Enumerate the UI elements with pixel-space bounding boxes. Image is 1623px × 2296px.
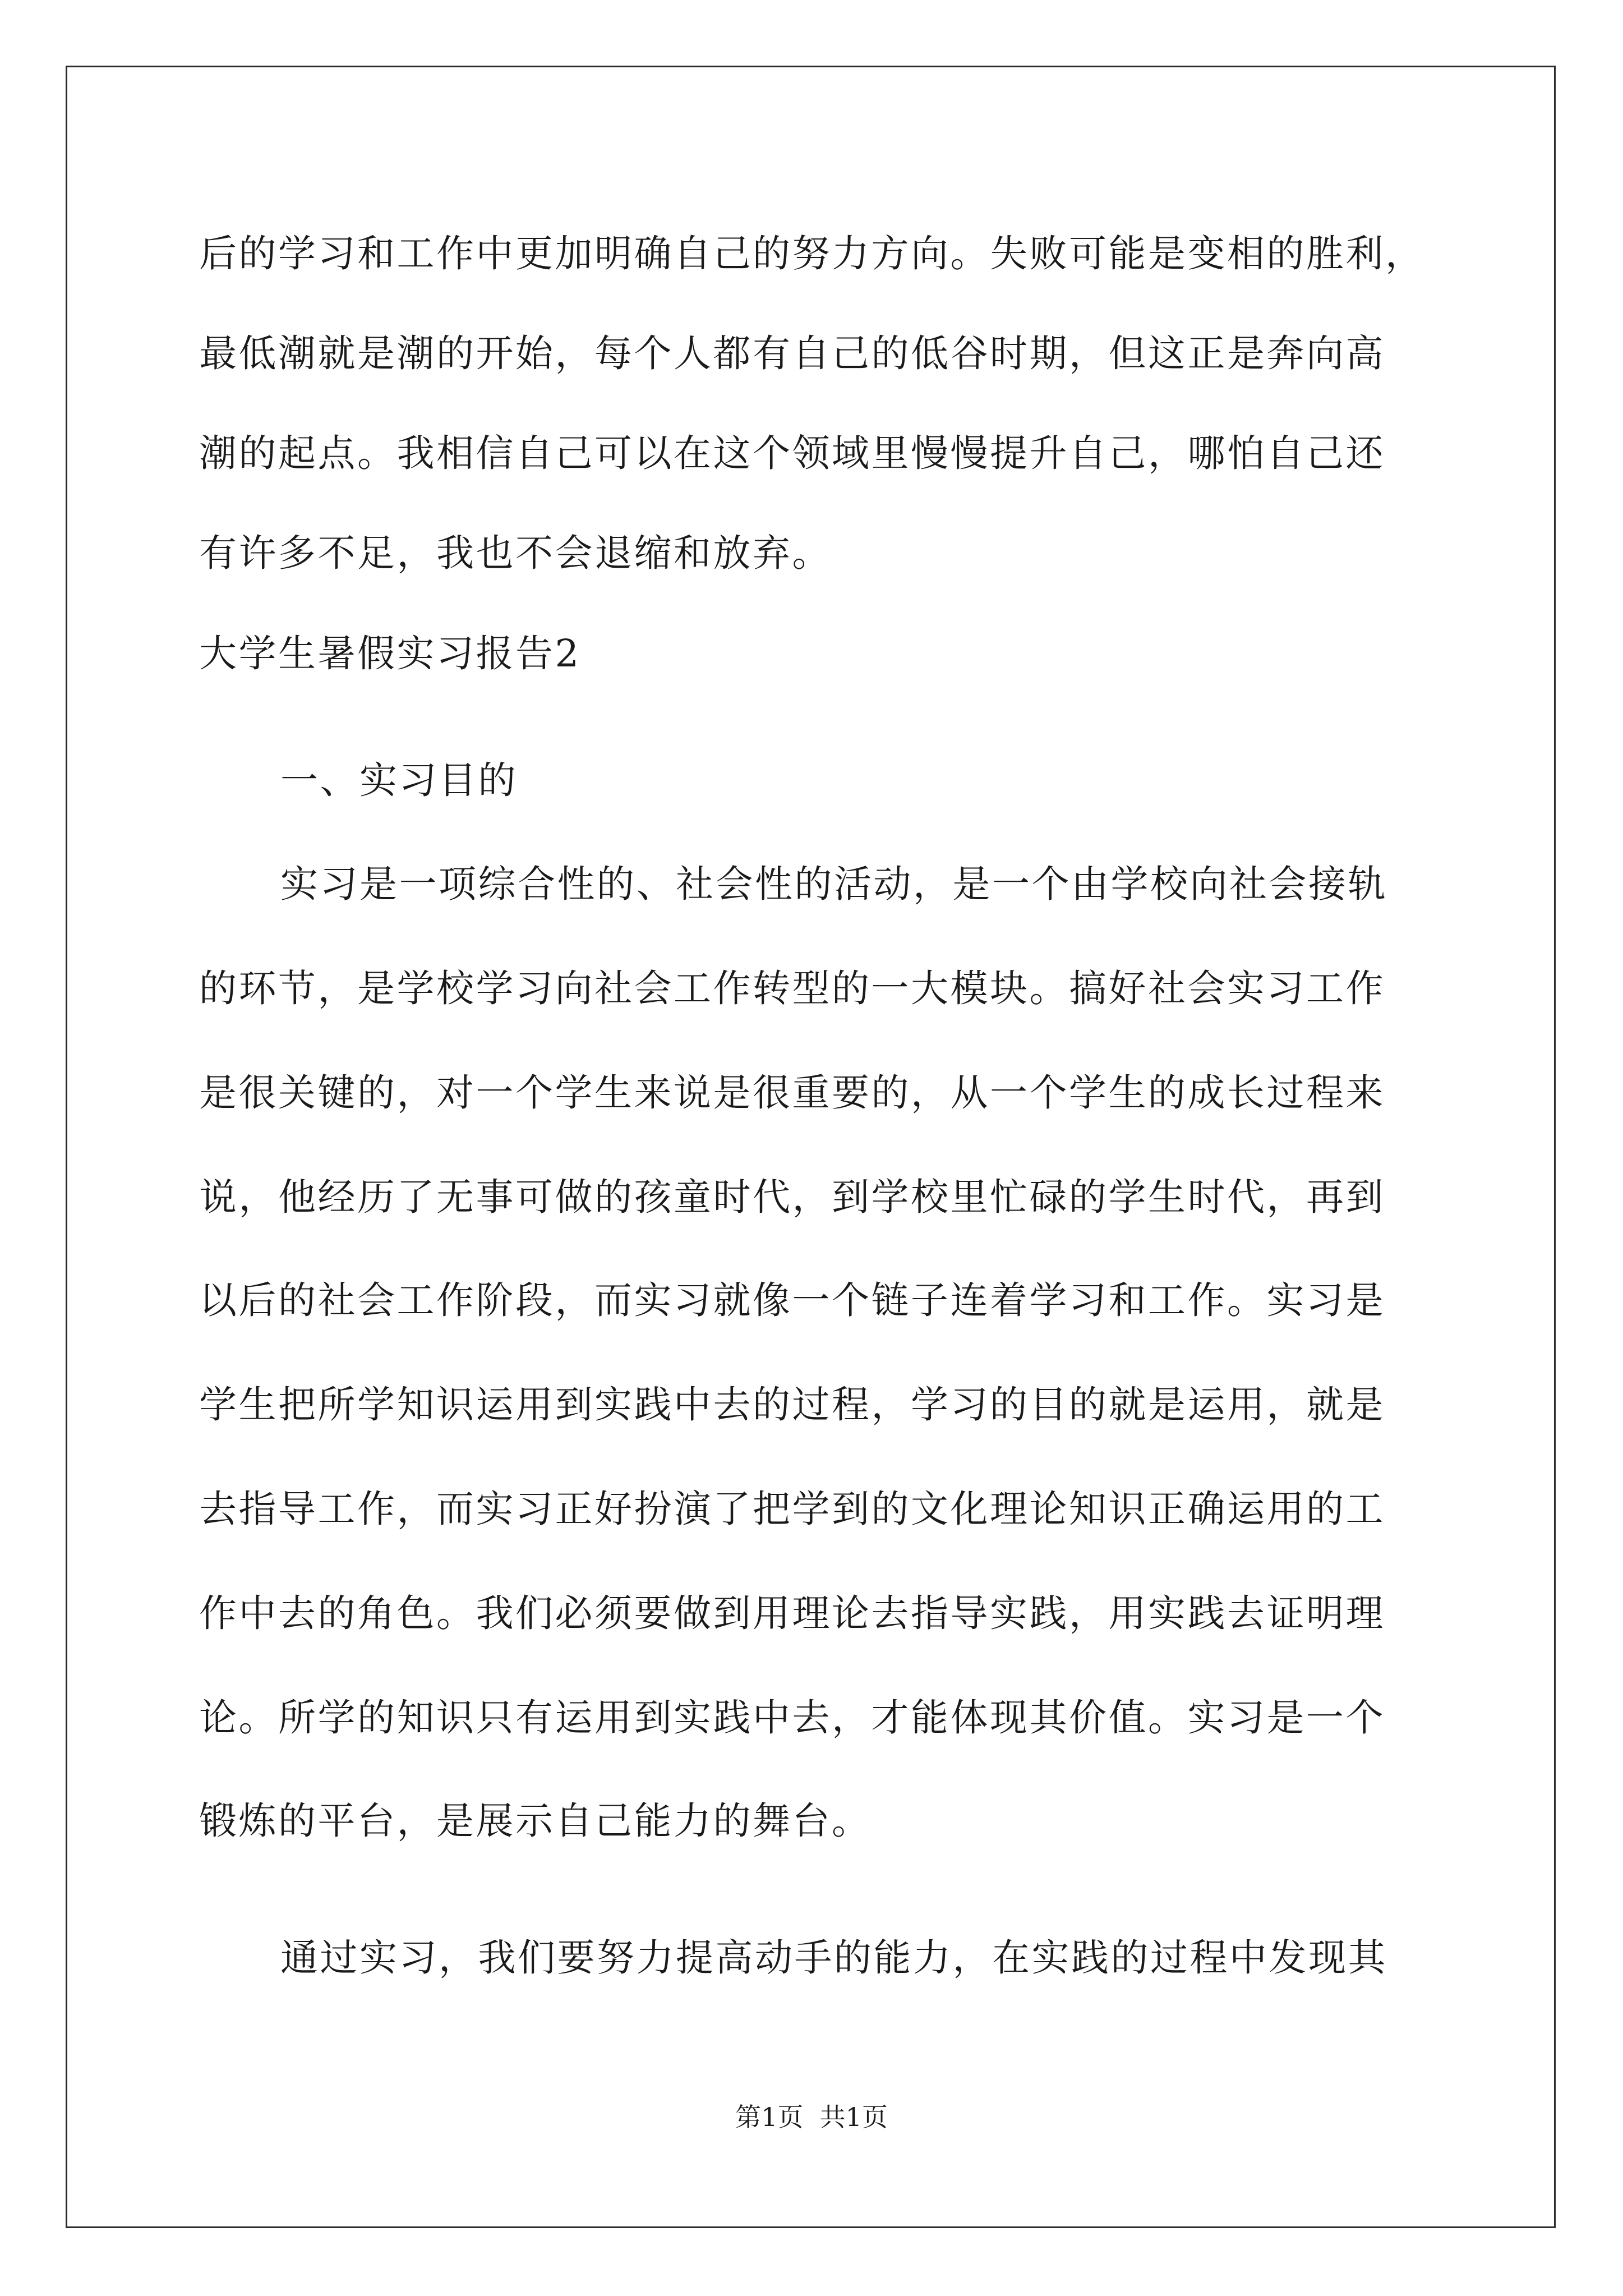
page-footer: 第1页 共1页 [735,2102,888,2132]
body-line: 论。所学的知识只有运用到实践中去，才能体现其价值。实习是一个 [199,1696,1385,1740]
body-line: 说，他经历了无事可做的孩童时代，到学校里忙碌的学生时代，再到 [199,1175,1385,1219]
paragraph-start-line: 实习是一项综合性的、社会性的活动，是一个由学校向社会接轨 [280,862,1387,906]
section-heading: 一、实习目的 [280,758,518,802]
section-title: 大学生暑假实习报告2 [199,632,581,675]
body-line: 的环节，是学校学习向社会工作转型的一大模块。搞好社会实习工作 [199,967,1385,1010]
body-line: 学生把所学知识运用到实践中去的过程，学习的目的就是运用，就是 [199,1383,1385,1427]
paragraph-start-line: 通过实习，我们要努力提高动手的能力，在实践的过程中发现其 [280,1936,1387,1980]
page-frame [66,66,1556,2228]
body-line: 后的学习和工作中更加明确自己的努力方向。失败可能是变相的胜利， [199,232,1425,275]
body-line: 最低潮就是潮的开始，每个人都有自己的低谷时期，但这正是奔向高 [199,332,1385,375]
body-line: 以后的社会工作阶段，而实习就像一个链子连着学习和工作。实习是 [199,1278,1385,1322]
body-line: 锻炼的平台，是展示自己能力的舞台。 [199,1799,872,1843]
body-line: 有许多不足，我也不会退缩和放弃。 [199,531,832,575]
body-line: 作中去的角色。我们必须要做到用理论去指导实践，用实践去证明理 [199,1591,1385,1635]
body-line: 是很关键的，对一个学生来说是很重要的，从一个学生的成长过程来 [199,1071,1385,1115]
body-line: 去指导工作，而实习正好扮演了把学到的文化理论知识正确运用的工 [199,1487,1385,1531]
body-line: 潮的起点。我相信自己可以在这个领域里慢慢提升自己，哪怕自己还 [199,431,1385,475]
